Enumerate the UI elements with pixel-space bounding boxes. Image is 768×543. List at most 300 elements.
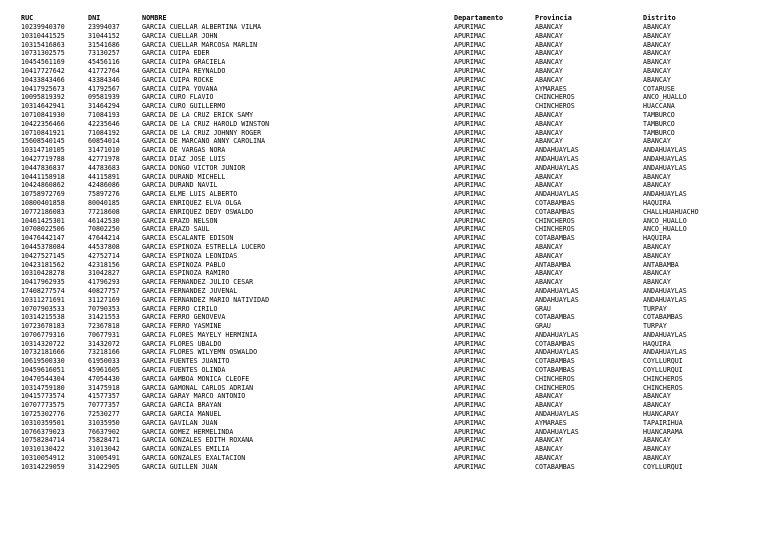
cell-distrito: ANDAHUAYLAS — [643, 348, 687, 357]
table-row — [0, 287, 768, 296]
cell-nombre: GARCIA FLORES UBALDO — [142, 339, 222, 348]
cell-nombre: GARCIA FERNANDEZ JUVENAL — [142, 286, 238, 295]
cell-provincia: ABANCAY — [535, 454, 563, 463]
cell-departamento: APURIMAC — [454, 392, 486, 401]
cell-nombre: GARCIA CUELLAR JOHN — [142, 31, 218, 40]
cell-provincia: ABANCAY — [535, 119, 563, 128]
cell-provincia: ABANCAY — [535, 172, 563, 181]
column-header-nombre: NOMBRE — [142, 14, 167, 22]
cell-nombre: GARCIA GAMBOA MONICA CLEOFE — [142, 374, 250, 383]
cell-departamento: APURIMAC — [454, 445, 486, 454]
cell-nombre: GARCIA FERRO YASMINE — [142, 322, 222, 331]
cell-nombre: GARCIA ESPINOZA LEONIDAS — [142, 251, 238, 260]
cell-provincia: ANDAHUAYLAS — [535, 427, 579, 436]
table-row — [0, 340, 768, 349]
cell-distrito: COYLLURQUI — [643, 357, 683, 366]
cell-provincia: COTABAMBAS — [535, 462, 575, 471]
cell-distrito: ANDAHUAYLAS — [643, 295, 687, 304]
cell-dni: 31432072 — [88, 339, 120, 348]
cell-distrito: TAPAIRIHUA — [643, 418, 683, 427]
cell-distrito: ANDAHUAYLAS — [643, 286, 687, 295]
cell-provincia: ANDAHUAYLAS — [535, 163, 579, 172]
cell-ruc: 10314759180 — [21, 383, 65, 392]
cell-nombre: GARCIA CUELLAR MARCOSA MARLIN — [142, 40, 258, 49]
cell-departamento: APURIMAC — [454, 313, 486, 322]
cell-provincia: ABANCAY — [535, 392, 563, 401]
cell-departamento: APURIMAC — [454, 84, 486, 93]
cell-ruc: 10310359501 — [21, 418, 65, 427]
cell-nombre: GARCIA DURAND MICHELL — [142, 172, 226, 181]
cell-ruc: 10239940370 — [21, 23, 65, 31]
cell-nombre: GARCIA ESPINOZA PABLO — [142, 260, 226, 269]
cell-provincia: ANDAHUAYLAS — [535, 410, 579, 419]
cell-distrito: ANDAHUAYLAS — [643, 146, 687, 155]
cell-distrito: TAMBURCO — [643, 110, 675, 119]
cell-nombre: GARCIA FERNANDEZ MARIO NATIVIDAD — [142, 295, 270, 304]
cell-distrito: ABANCAY — [643, 269, 671, 278]
cell-distrito: COTARUSE — [643, 84, 675, 93]
table-row — [0, 366, 768, 375]
column-header-provincia: Provincia — [535, 14, 572, 22]
table-row — [0, 173, 768, 182]
cell-distrito: TAMBURCO — [643, 128, 675, 137]
cell-distrito: ANDAHUAYLAS — [643, 190, 687, 199]
cell-dni: 09581939 — [88, 93, 120, 102]
cell-departamento: APURIMAC — [454, 401, 486, 410]
cell-departamento: APURIMAC — [454, 93, 486, 102]
cell-distrito: ANCO_HUALLO — [643, 216, 687, 225]
cell-departamento: APURIMAC — [454, 383, 486, 392]
cell-provincia: CHINCHEROS — [535, 102, 575, 111]
cell-distrito: ANDAHUAYLAS — [643, 330, 687, 339]
cell-departamento: APURIMAC — [454, 357, 486, 366]
cell-distrito: ABANCAY — [643, 66, 671, 75]
cell-departamento: APURIMAC — [454, 348, 486, 357]
cell-provincia: CHINCHEROS — [535, 225, 575, 234]
cell-ruc: 10723678183 — [21, 322, 65, 331]
table-row — [0, 296, 768, 305]
table-row — [0, 392, 768, 401]
cell-provincia: ABANCAY — [535, 40, 563, 49]
cell-ruc: 10710841930 — [21, 110, 65, 119]
cell-ruc: 10470544304 — [21, 374, 65, 383]
cell-ruc: 10454561169 — [21, 58, 65, 67]
table-row — [0, 67, 768, 76]
cell-distrito: ABANCAY — [643, 172, 671, 181]
cell-nombre: GARCIA CUIPA REYNALDO — [142, 66, 226, 75]
cell-distrito: ANCO_HUALLO — [643, 93, 687, 102]
cell-ruc: 10758284714 — [21, 436, 65, 445]
cell-distrito: ABANCAY — [643, 137, 671, 146]
cell-provincia: CHINCHEROS — [535, 93, 575, 102]
cell-distrito: ABANCAY — [643, 278, 671, 287]
cell-distrito: ABANCAY — [643, 49, 671, 58]
cell-departamento: APURIMAC — [454, 339, 486, 348]
cell-nombre: GARCIA DURAND NAVIL — [142, 181, 218, 190]
cell-departamento: APURIMAC — [454, 198, 486, 207]
cell-departamento: APURIMAC — [454, 322, 486, 331]
cell-dni: 42752714 — [88, 251, 120, 260]
cell-nombre: GARCIA GARCIA BRAYAN — [142, 401, 222, 410]
cell-departamento: APURIMAC — [454, 366, 486, 375]
cell-dni: 31013042 — [88, 445, 120, 454]
cell-dni: 42771978 — [88, 154, 120, 163]
cell-provincia: ABANCAY — [535, 75, 563, 84]
cell-ruc: 10311271691 — [21, 295, 65, 304]
cell-nombre: GARCIA ENRIQUEZ ELVA OLGA — [142, 198, 242, 207]
cell-provincia: ANDAHUAYLAS — [535, 286, 579, 295]
cell-provincia: COTABAMBAS — [535, 198, 575, 207]
cell-departamento: APURIMAC — [454, 330, 486, 339]
cell-distrito: COTABAMBAS — [643, 313, 683, 322]
cell-provincia: ABANCAY — [535, 269, 563, 278]
cell-ruc: 10314229059 — [21, 462, 65, 471]
cell-distrito: CHINCHEROS — [643, 374, 683, 383]
cell-provincia: ANTABAMBA — [535, 260, 571, 269]
table-row — [0, 146, 768, 155]
cell-ruc: 10415773574 — [21, 392, 65, 401]
cell-dni: 31005491 — [88, 454, 120, 463]
cell-nombre: GARCIA CURO FLAVIO — [142, 93, 214, 102]
cell-departamento: APURIMAC — [454, 190, 486, 199]
cell-departamento: APURIMAC — [454, 374, 486, 383]
cell-nombre: GARCIA FLORES MAYELY HERMINIA — [142, 330, 258, 339]
cell-dni: 72530277 — [88, 410, 120, 419]
cell-provincia: ABANCAY — [535, 49, 563, 58]
table-row — [0, 278, 768, 287]
cell-ruc: 10707903533 — [21, 304, 65, 313]
cell-provincia: COTABAMBAS — [535, 357, 575, 366]
table-row — [0, 181, 768, 190]
cell-nombre: GARCIA GAVILAN JUAN — [142, 418, 218, 427]
table-row — [0, 463, 768, 472]
cell-departamento: APURIMAC — [454, 269, 486, 278]
cell-departamento: APURIMAC — [454, 295, 486, 304]
cell-distrito: ABANCAY — [643, 392, 671, 401]
cell-nombre: GARCIA FERRO CIRILO — [142, 304, 218, 313]
table-row — [0, 49, 768, 58]
cell-ruc: 10310130422 — [21, 445, 65, 454]
cell-nombre: GARCIA GONZALES EMILIA — [142, 445, 230, 454]
cell-provincia: AYMARAES — [535, 418, 567, 427]
cell-ruc: 10476442147 — [21, 234, 65, 243]
cell-dni: 75828471 — [88, 436, 120, 445]
cell-ruc: 17408277574 — [21, 286, 65, 295]
cell-provincia: ABANCAY — [535, 401, 563, 410]
cell-distrito: CHALLHUAHUACHO — [643, 207, 699, 216]
cell-ruc: 10732181666 — [21, 348, 65, 357]
cell-dni: 76637902 — [88, 427, 120, 436]
cell-provincia: ANDAHUAYLAS — [535, 348, 579, 357]
cell-distrito: HUANCARAY — [643, 410, 679, 419]
cell-dni: 45961605 — [88, 366, 120, 375]
cell-provincia: AYMARAES — [535, 84, 567, 93]
cell-departamento: APURIMAC — [454, 66, 486, 75]
cell-nombre: GARCIA ERAZO NELSON — [142, 216, 218, 225]
cell-provincia: CHINCHEROS — [535, 216, 575, 225]
cell-ruc: 10710841921 — [21, 128, 65, 137]
cell-nombre: GARCIA CUIPA ROCKE — [142, 75, 214, 84]
cell-ruc: 10708022506 — [21, 225, 65, 234]
cell-nombre: GARCIA FUENTES OLINDA — [142, 366, 226, 375]
cell-departamento: APURIMAC — [454, 137, 486, 146]
cell-provincia: GRAU — [535, 304, 551, 313]
cell-ruc: 10766379023 — [21, 427, 65, 436]
cell-dni: 60854014 — [88, 137, 120, 146]
cell-dni: 31042827 — [88, 269, 120, 278]
table-row — [0, 190, 768, 199]
cell-distrito: ANDAHUAYLAS — [643, 163, 687, 172]
cell-ruc: 10423181562 — [21, 260, 65, 269]
cell-provincia: ABANCAY — [535, 278, 563, 287]
cell-provincia: ABANCAY — [535, 31, 563, 40]
cell-distrito: HAQUIRA — [643, 339, 671, 348]
table-row — [0, 32, 768, 41]
cell-departamento: APURIMAC — [454, 128, 486, 137]
cell-nombre: GARCIA ELME LUIS ALBERTO — [142, 190, 238, 199]
table-row — [0, 419, 768, 428]
cell-ruc: 10706779316 — [21, 330, 65, 339]
table-row — [0, 261, 768, 270]
table-row — [0, 120, 768, 129]
cell-ruc: 10417962935 — [21, 278, 65, 287]
cell-dni: 40827757 — [88, 286, 120, 295]
cell-nombre: GARCIA ESCALANTE EDISON — [142, 234, 234, 243]
cell-nombre: GARCIA ESPINOZA RAMIRO — [142, 269, 230, 278]
cell-nombre: GARCIA FERNANDEZ JULIO CESAR — [142, 278, 254, 287]
cell-ruc: 10445378084 — [21, 242, 65, 251]
cell-provincia: CHINCHEROS — [535, 374, 575, 383]
cell-nombre: GARCIA GAMONAL CARLOS ADRIAN — [142, 383, 254, 392]
table-row — [0, 410, 768, 419]
cell-departamento: APURIMAC — [454, 278, 486, 287]
table-row — [0, 243, 768, 252]
cell-provincia: ABANCAY — [535, 181, 563, 190]
column-header-dni: DNI — [88, 14, 101, 22]
cell-departamento: APURIMAC — [454, 260, 486, 269]
cell-ruc: 15608540145 — [21, 137, 65, 146]
cell-departamento: APURIMAC — [454, 410, 486, 419]
cell-dni: 70677931 — [88, 330, 120, 339]
cell-ruc: 10314642941 — [21, 102, 65, 111]
cell-departamento: APURIMAC — [454, 23, 486, 31]
cell-nombre: GARCIA DE MARCANO ANNY CAROLINA — [142, 137, 266, 146]
cell-dni: 31044152 — [88, 31, 120, 40]
cell-distrito: ABANCAY — [643, 40, 671, 49]
cell-distrito: ABANCAY — [643, 181, 671, 190]
cell-dni: 72367818 — [88, 322, 120, 331]
cell-dni: 31422905 — [88, 462, 120, 471]
cell-dni: 71084193 — [88, 110, 120, 119]
cell-ruc: 10315416863 — [21, 40, 65, 49]
cell-nombre: GARCIA DE LA CRUZ HAROLD WINSTON — [142, 119, 270, 128]
cell-provincia: ANDAHUAYLAS — [535, 330, 579, 339]
cell-departamento: APURIMAC — [454, 234, 486, 243]
table-row — [0, 217, 768, 226]
table-row — [0, 401, 768, 410]
cell-ruc: 10427719788 — [21, 154, 65, 163]
cell-distrito: ABANCAY — [643, 251, 671, 260]
cell-departamento: APURIMAC — [454, 40, 486, 49]
cell-departamento: APURIMAC — [454, 436, 486, 445]
cell-departamento: APURIMAC — [454, 31, 486, 40]
cell-provincia: COTABAMBAS — [535, 339, 575, 348]
cell-dni: 70777357 — [88, 401, 120, 410]
cell-distrito: ABANCAY — [643, 445, 671, 454]
cell-dni: 71084192 — [88, 128, 120, 137]
cell-nombre: GARCIA GARCIA MANUEL — [142, 410, 222, 419]
cell-provincia: ANDAHUAYLAS — [535, 190, 579, 199]
cell-distrito: ANDAHUAYLAS — [643, 154, 687, 163]
cell-dni: 44783683 — [88, 163, 120, 172]
cell-provincia: ABANCAY — [535, 110, 563, 119]
cell-departamento: APURIMAC — [454, 119, 486, 128]
cell-distrito: TURPAY — [643, 322, 667, 331]
column-header-ruc: RUC — [21, 14, 34, 22]
table-body — [0, 23, 768, 472]
cell-provincia: COTABAMBAS — [535, 207, 575, 216]
table-row — [0, 225, 768, 234]
table-row — [0, 137, 768, 146]
cell-ruc: 10459616051 — [21, 366, 65, 375]
cell-provincia: COTABAMBAS — [535, 313, 575, 322]
table-row — [0, 85, 768, 94]
cell-dni: 47644214 — [88, 234, 120, 243]
cell-ruc: 10731302575 — [21, 49, 65, 58]
cell-distrito: ABANCAY — [643, 23, 671, 31]
cell-departamento: APURIMAC — [454, 216, 486, 225]
cell-dni: 70802250 — [88, 225, 120, 234]
cell-provincia: ANDAHUAYLAS — [535, 146, 579, 155]
cell-dni: 31035950 — [88, 418, 120, 427]
cell-distrito: ABANCAY — [643, 454, 671, 463]
cell-dni: 23994037 — [88, 23, 120, 31]
cell-ruc: 10772186083 — [21, 207, 65, 216]
cell-dni: 46142530 — [88, 216, 120, 225]
cell-nombre: GARCIA CURO GUILLERMO — [142, 102, 226, 111]
cell-provincia: GRAU — [535, 322, 551, 331]
cell-provincia: ABANCAY — [535, 445, 563, 454]
cell-ruc: 10310054912 — [21, 454, 65, 463]
cell-nombre: GARCIA CUIPA YOVANA — [142, 84, 218, 93]
cell-provincia: ABANCAY — [535, 23, 563, 31]
table-row — [0, 428, 768, 437]
cell-nombre: GARCIA DE LA CRUZ JOHNNY ROGER — [142, 128, 262, 137]
table-row — [0, 454, 768, 463]
cell-distrito: COYLLURQUI — [643, 366, 683, 375]
cell-nombre: GARCIA FUENTES JUANITO — [142, 357, 230, 366]
cell-dni: 41796293 — [88, 278, 120, 287]
table-row — [0, 234, 768, 243]
cell-departamento: APURIMAC — [454, 154, 486, 163]
cell-nombre: GARCIA CUIPA GRACIELA — [142, 58, 226, 67]
cell-dni: 31464294 — [88, 102, 120, 111]
table-row — [0, 102, 768, 111]
table-row — [0, 348, 768, 357]
cell-nombre: GARCIA DE LA CRUZ ERICK SAMY — [142, 110, 254, 119]
table-row — [0, 41, 768, 50]
cell-dni: 42318156 — [88, 260, 120, 269]
table-row — [0, 384, 768, 393]
cell-ruc: 10461425301 — [21, 216, 65, 225]
cell-distrito: ANCO_HUALLO — [643, 225, 687, 234]
cell-dni: 42235646 — [88, 119, 120, 128]
cell-ruc: 10314710105 — [21, 146, 65, 155]
cell-ruc: 10800401858 — [21, 198, 65, 207]
cell-provincia: ABANCAY — [535, 436, 563, 445]
table-row — [0, 23, 768, 32]
cell-departamento: APURIMAC — [454, 102, 486, 111]
cell-dni: 31541686 — [88, 40, 120, 49]
cell-provincia: ABANCAY — [535, 58, 563, 67]
table-row — [0, 93, 768, 102]
cell-distrito: ABANCAY — [643, 75, 671, 84]
table-row — [0, 375, 768, 384]
table-row — [0, 313, 768, 322]
cell-dni: 73218166 — [88, 348, 120, 357]
table-row — [0, 164, 768, 173]
cell-provincia: COTABAMBAS — [535, 234, 575, 243]
cell-ruc: 10314320722 — [21, 339, 65, 348]
cell-departamento: APURIMAC — [454, 172, 486, 181]
cell-provincia: ABANCAY — [535, 251, 563, 260]
cell-dni: 45456116 — [88, 58, 120, 67]
table-row — [0, 322, 768, 331]
cell-dni: 43384346 — [88, 75, 120, 84]
table-row — [0, 76, 768, 85]
cell-nombre: GARCIA ENRIQUEZ DEDY OSWALDO — [142, 207, 254, 216]
cell-ruc: 10095819392 — [21, 93, 65, 102]
cell-ruc: 10310428278 — [21, 269, 65, 278]
cell-nombre: GARCIA GUILLEN JUAN — [142, 462, 218, 471]
cell-departamento: APURIMAC — [454, 49, 486, 58]
cell-departamento: APURIMAC — [454, 225, 486, 234]
cell-departamento: APURIMAC — [454, 146, 486, 155]
cell-nombre: GARCIA ESPINOZA ESTRELLA LUCERO — [142, 242, 266, 251]
cell-dni: 61950033 — [88, 357, 120, 366]
cell-nombre: GARCIA CUELLAR ALBERTINA VILMA — [142, 23, 262, 31]
cell-nombre: GARCIA GARAY MARCO ANTONIO — [142, 392, 246, 401]
cell-distrito: HUANCARAMA — [643, 427, 683, 436]
cell-dni: 42486086 — [88, 181, 120, 190]
column-header-distrito: Distrito — [643, 14, 676, 22]
cell-provincia: CHINCHEROS — [535, 383, 575, 392]
cell-distrito: ANTABAMBA — [643, 260, 679, 269]
cell-ruc: 10424860862 — [21, 181, 65, 190]
table-header — [0, 13, 768, 23]
cell-nombre: GARCIA GONZALES EDITH ROXANA — [142, 436, 254, 445]
cell-ruc: 10417925673 — [21, 84, 65, 93]
cell-departamento: APURIMAC — [454, 454, 486, 463]
cell-ruc: 10707773575 — [21, 401, 65, 410]
cell-ruc: 10758972769 — [21, 190, 65, 199]
cell-ruc: 10422356466 — [21, 119, 65, 128]
cell-distrito: HAQUIRA — [643, 198, 671, 207]
cell-dni: 41772764 — [88, 66, 120, 75]
data-table — [0, 13, 768, 472]
cell-provincia: ANDAHUAYLAS — [535, 295, 579, 304]
table-row — [0, 436, 768, 445]
cell-nombre: GARCIA ERAZO SAUL — [142, 225, 210, 234]
cell-dni: 44115891 — [88, 172, 120, 181]
cell-departamento: APURIMAC — [454, 110, 486, 119]
cell-distrito: ABANCAY — [643, 436, 671, 445]
cell-ruc: 10725302776 — [21, 410, 65, 419]
cell-nombre: GARCIA FERRO GENOVEVA — [142, 313, 226, 322]
cell-distrito: HAQUIRA — [643, 234, 671, 243]
cell-ruc: 10447836837 — [21, 163, 65, 172]
table-row — [0, 199, 768, 208]
